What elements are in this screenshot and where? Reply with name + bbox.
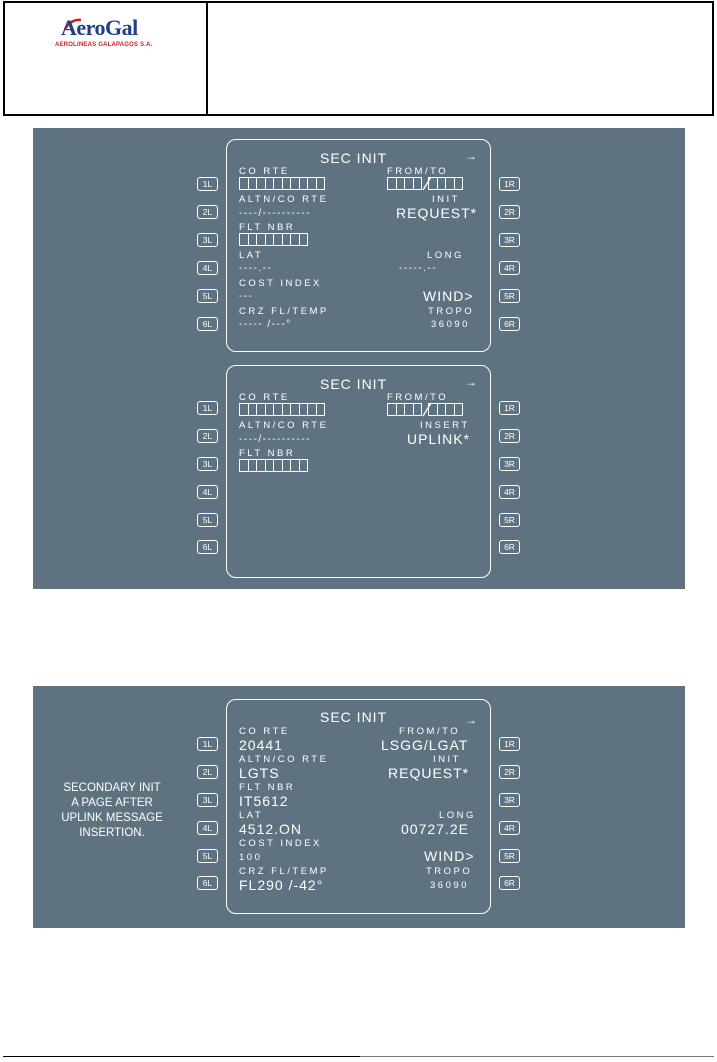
altn-co-rte-value: ----/----------	[239, 208, 311, 219]
flt-nbr-label: FLT NBR	[239, 222, 296, 233]
lsk-3r[interactable]: 3R	[499, 233, 520, 247]
lsk-5l[interactable]: 5L	[197, 849, 218, 863]
page-title: SEC INIT	[320, 709, 388, 725]
mcdu-figure-panel	[33, 128, 685, 589]
mcdu-figure-panel-after-uplink	[33, 686, 685, 928]
lsk-2r[interactable]: 2R	[499, 429, 520, 443]
crz-fl-temp-value: ----- /---°	[239, 319, 292, 330]
lsk-1l[interactable]: 1L	[197, 737, 218, 751]
lsk-2l[interactable]: 2L	[197, 429, 218, 443]
lsk-3r[interactable]: 3R	[499, 793, 520, 807]
lsk-6r[interactable]: 6R	[499, 317, 520, 331]
long-label: LONG	[439, 810, 476, 821]
lsk-2r[interactable]: 2R	[499, 205, 520, 219]
footer-rule-right	[360, 1056, 714, 1057]
flt-nbr-value: IT5612	[239, 793, 289, 809]
mcdu-screen-sec-init-uplink	[226, 365, 491, 578]
flt-nbr-label: FLT NBR	[239, 448, 296, 459]
logo-subtitle: AEROLINEAS GALAPAGOS S.A.	[55, 42, 153, 48]
flt-nbr-label: FLT NBR	[239, 782, 296, 793]
lsk-1r[interactable]: 1R	[499, 401, 520, 415]
lsk-5r[interactable]: 5R	[499, 289, 520, 303]
lsk-4l[interactable]: 4L	[197, 485, 218, 499]
lsk-6l[interactable]: 6L	[197, 540, 218, 554]
lat-value: 4512.ON	[239, 821, 303, 837]
altn-co-rte-label: ALTN/CO RTE	[239, 194, 329, 205]
from-to-label: FROM/TO	[387, 392, 449, 403]
lsk-1r[interactable]: 1R	[499, 737, 520, 751]
lsk-2l[interactable]: 2L	[197, 205, 218, 219]
wind-prompt[interactable]: WIND>	[423, 288, 474, 304]
slash-icon	[422, 402, 432, 417]
altn-co-rte-value: LGTS	[239, 765, 280, 781]
lsk-1l[interactable]: 1L	[197, 401, 218, 415]
page-title: SEC INIT	[320, 150, 388, 166]
altn-co-rte-label: ALTN/CO RTE	[239, 420, 329, 431]
co-rte-value: 20441	[239, 737, 283, 753]
altn-co-rte-label: ALTN/CO RTE	[239, 754, 329, 765]
lsk-5r[interactable]: 5R	[499, 849, 520, 863]
init-request-prompt[interactable]: REQUEST*	[388, 765, 470, 781]
long-value: -----.--	[399, 263, 438, 274]
logo-wordmark: AeroGal	[61, 15, 138, 40]
insert-label: INSERT	[420, 420, 470, 431]
flt-nbr-entry-boxes[interactable]	[239, 233, 307, 246]
wind-prompt[interactable]: WIND>	[424, 848, 475, 864]
aerogal-logo	[55, 15, 175, 55]
from-to-label: FROM/TO	[387, 166, 449, 177]
tropo-label: TROPO	[426, 866, 473, 877]
lsk-2l[interactable]: 2L	[197, 765, 218, 779]
altn-co-rte-value: ----/----------	[239, 434, 311, 445]
lsk-6l[interactable]: 6L	[197, 317, 218, 331]
co-rte-entry-boxes[interactable]	[239, 403, 324, 416]
co-rte-label: CO RTE	[239, 166, 290, 177]
header-divider	[206, 3, 208, 114]
cost-index-value: ---	[239, 291, 254, 302]
from-to-value: LSGG/LGAT	[381, 737, 469, 753]
tropo-value: 36090	[430, 880, 469, 891]
lsk-4l[interactable]: 4L	[197, 261, 218, 275]
long-value: 00727.2E	[401, 821, 469, 837]
from-to-label: FROM/TO	[399, 726, 461, 737]
init-request-prompt[interactable]: REQUEST*	[396, 205, 478, 221]
cost-index-label: COST INDEX	[239, 838, 322, 849]
crz-fl-temp-value: FL290 /-42°	[239, 877, 324, 893]
cost-index-value: 100	[239, 852, 263, 863]
lsk-6r[interactable]: 6R	[499, 540, 520, 554]
lsk-3l[interactable]: 3L	[197, 233, 218, 247]
figure-caption: SECONDARY INIT A PAGE AFTER UPLINK MESSAGE INSERTION.	[61, 782, 163, 839]
lsk-6r[interactable]: 6R	[499, 876, 520, 890]
crz-fl-temp-label: CRZ FL/TEMP	[239, 306, 329, 317]
cost-index-label: COST INDEX	[239, 278, 322, 289]
lsk-5r[interactable]: 5R	[499, 513, 520, 527]
document-header	[3, 1, 714, 116]
lsk-4l[interactable]: 4L	[197, 821, 218, 835]
tropo-value: 36090	[431, 319, 470, 330]
lsk-5l[interactable]: 5L	[197, 289, 218, 303]
co-rte-entry-boxes[interactable]	[239, 177, 324, 190]
init-label: INIT	[433, 754, 461, 765]
lat-value: ----.--	[239, 263, 273, 274]
lsk-1r[interactable]: 1R	[499, 177, 520, 191]
next-page-arrow-icon: →	[465, 713, 477, 727]
lat-label: LAT	[239, 250, 264, 261]
slash-icon	[422, 176, 432, 191]
page-title: SEC INIT	[320, 376, 388, 392]
next-page-arrow-icon: →	[465, 375, 477, 389]
co-rte-label: CO RTE	[239, 392, 290, 403]
lsk-6l[interactable]: 6L	[197, 876, 218, 890]
lsk-3r[interactable]: 3R	[499, 457, 520, 471]
lsk-3l[interactable]: 3L	[197, 457, 218, 471]
lat-label: LAT	[239, 810, 264, 821]
init-label: INIT	[432, 194, 460, 205]
lsk-4r[interactable]: 4R	[499, 485, 520, 499]
lsk-1l[interactable]: 1L	[197, 177, 218, 191]
insert-uplink-prompt[interactable]: UPLINK*	[407, 431, 471, 447]
flt-nbr-entry-boxes[interactable]	[239, 459, 307, 472]
crz-fl-temp-label: CRZ FL/TEMP	[239, 866, 329, 877]
next-page-arrow-icon: →	[465, 149, 477, 163]
lsk-4r[interactable]: 4R	[499, 261, 520, 275]
mcdu-screen-sec-init-filled	[226, 699, 491, 914]
tropo-label: TROPO	[428, 306, 475, 317]
lsk-2r[interactable]: 2R	[499, 765, 520, 779]
mcdu-screen-sec-init-empty	[226, 139, 491, 352]
lsk-3l[interactable]: 3L	[197, 793, 218, 807]
co-rte-label: CO RTE	[239, 726, 290, 737]
lsk-5l[interactable]: 5L	[197, 513, 218, 527]
long-label: LONG	[427, 250, 464, 261]
lsk-4r[interactable]: 4R	[499, 821, 520, 835]
